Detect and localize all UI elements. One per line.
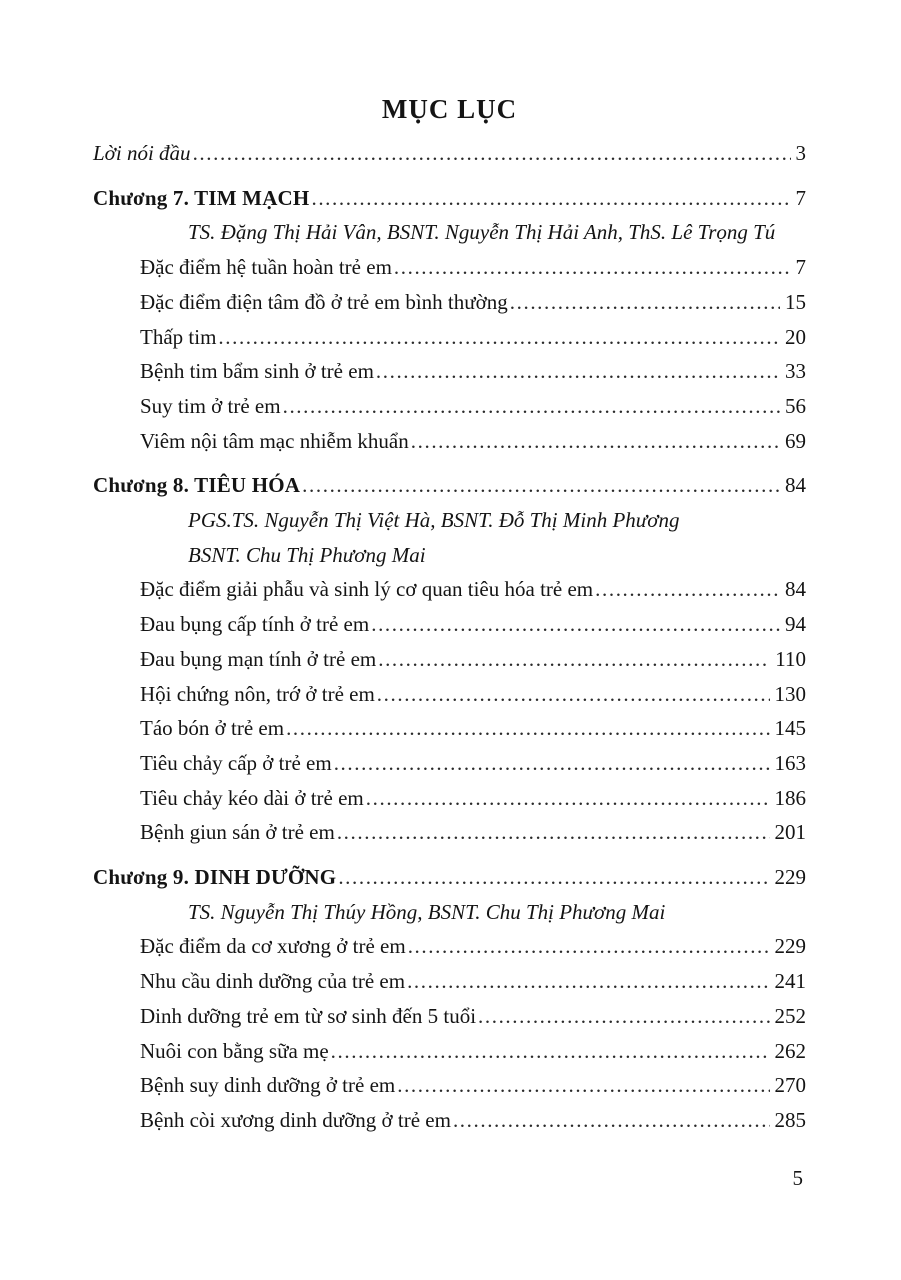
dot-leader [407,964,769,999]
toc-entry-chapter [93,860,806,895]
toc-entry [93,677,806,712]
toc-entry [93,999,806,1034]
toc-entry-label: Đặc điểm giải phẫu và sinh lý cơ quan tiêu hóa trẻ em [140,577,594,602]
toc-entry-page: 186 [774,785,806,810]
toc-entry-label: TS. Đặng Thị Hải Vân, BSNT. Nguyễn Thị Hải Anh, ThS. Lê Trọng Tú [188,220,776,245]
toc-entry-page: 130 [774,681,806,706]
toc-entry-label: Đặc điểm da cơ xương ở trẻ em [140,934,406,959]
toc-entry [93,929,806,964]
toc-entry-label: Bệnh giun sán ở trẻ em [140,820,335,845]
toc-entry-label: BSNT. Chu Thị Phương Mai [188,542,426,567]
toc-entry-page: 20 [785,324,806,349]
dot-leader [510,285,780,320]
toc-entry-page: 252 [774,1003,806,1028]
toc-entry-page: 33 [785,359,806,384]
toc-entry [93,815,806,850]
toc-entry-page: 7 [795,185,806,210]
toc-entry [93,572,806,607]
footer-page-number: 5 [792,1166,803,1190]
toc-entry-label: Hội chứng nôn, trớ ở trẻ em [140,681,375,706]
page-content [93,0,806,1138]
toc-entry [93,424,806,459]
toc-entry-chapter [93,181,806,216]
toc-entry-authors [93,503,806,538]
dot-leader [218,320,780,355]
toc-entry-label: Chương 7. TIM MẠCH [93,185,310,210]
toc-entry-page: 94 [785,612,806,637]
toc-entry-label: PGS.TS. Nguyễn Thị Việt Hà, BSNT. Đỗ Thị Minh Phương [188,508,680,533]
dot-leader [337,815,770,850]
dot-leader [338,860,769,895]
toc-entry-label: Dinh dưỡng trẻ em từ sơ sinh đến 5 tuổi [140,1003,477,1028]
toc-entry [93,1034,806,1069]
toc-entry-page: 84 [785,473,806,498]
dot-leader [478,999,769,1034]
toc-entry-page: 262 [774,1038,806,1063]
toc-entry-label: Chương 8. TIÊU HÓA [93,473,301,498]
dot-leader [394,250,791,285]
toc-entry-page: 84 [785,577,806,602]
toc-entry-page: 229 [774,865,806,890]
toc-entry-label: Đau bụng cấp tính ở trẻ em [140,612,370,637]
toc-entry [93,711,806,746]
toc [93,136,806,1138]
dot-leader [331,1034,770,1069]
dot-leader [378,642,770,677]
toc-entry-page: 7 [795,255,806,280]
toc-entry-authors [93,538,806,573]
toc-entry-label: Nuôi con bằng sữa mẹ [140,1038,329,1063]
toc-entry-label: Lời nói đầu [93,141,191,165]
toc-entry [93,964,806,999]
toc-entry-page: 163 [774,750,806,775]
toc-entry [93,250,806,285]
toc-entry-label: TS. Nguyễn Thị Thúy Hồng, BSNT. Chu Thị Phương Mai [188,899,666,924]
toc-entry-page: 285 [774,1107,806,1132]
toc-entry [93,607,806,642]
dot-leader [376,354,780,389]
dot-leader [408,929,770,964]
dot-leader [411,424,780,459]
toc-entry-label: Đặc điểm điện tâm đồ ở trẻ em bình thường [140,289,508,314]
toc-entry-page: 15 [785,289,806,314]
toc-entry-label: Tiêu chảy cấp ở trẻ em [140,750,332,775]
toc-entry [93,781,806,816]
toc-entry [93,642,806,677]
toc-entry [93,1068,806,1103]
toc-entry-label: Nhu cầu dinh dưỡng của trẻ em [140,969,406,994]
dot-leader [334,746,770,781]
toc-entry-label: Bệnh suy dinh dưỡng ở trẻ em [140,1073,396,1098]
toc-entry-label: Thấp tim [140,324,217,349]
toc-entry-label: Táo bón ở trẻ em [140,716,285,741]
toc-entry-label: Suy tim ở trẻ em [140,393,281,418]
toc-entry [93,1103,806,1138]
toc-entry-page: 3 [795,141,806,165]
dot-leader [283,389,780,424]
dot-leader [453,1103,770,1138]
toc-entry-label: Viêm nội tâm mạc nhiễm khuẩn [140,428,409,453]
toc-entry-label: Chương 9. DINH DƯỠNG [93,865,337,890]
page-title: MỤC LỤC [381,94,518,124]
toc-entry-page: 56 [785,393,806,418]
toc-entry-page: 201 [774,820,806,845]
toc-entry-page: 270 [774,1073,806,1098]
toc-entry [93,285,806,320]
toc-entry-chapter [93,468,806,503]
toc-entry [93,746,806,781]
dot-leader [371,607,780,642]
toc-entry-label: Bệnh tim bẩm sinh ở trẻ em [140,359,374,384]
toc-entry [93,320,806,355]
toc-entry-preface [93,136,806,171]
dot-leader [193,136,791,171]
toc-entry-label: Tiêu chảy kéo dài ở trẻ em [140,785,364,810]
toc-entry [93,354,806,389]
dot-leader [302,468,780,503]
toc-entry-page: 145 [774,716,806,741]
dot-leader [595,572,780,607]
toc-entry-label: Bệnh còi xương dinh dưỡng ở trẻ em [140,1107,451,1132]
toc-entry-page: 110 [775,646,806,671]
toc-entry-page: 69 [785,428,806,453]
toc-entry [93,389,806,424]
dot-leader [286,711,769,746]
dot-leader [397,1068,769,1103]
toc-entry-authors [93,215,806,250]
toc-entry-label: Đau bụng mạn tính ở trẻ em [140,646,377,671]
toc-entry-page: 241 [774,969,806,994]
dot-leader [311,181,790,216]
dot-leader [366,781,770,816]
dot-leader [377,677,770,712]
toc-entry-label: Đặc điểm hệ tuần hoàn trẻ em [140,255,392,280]
toc-entry-authors [93,895,806,930]
toc-entry-page: 229 [774,934,806,959]
